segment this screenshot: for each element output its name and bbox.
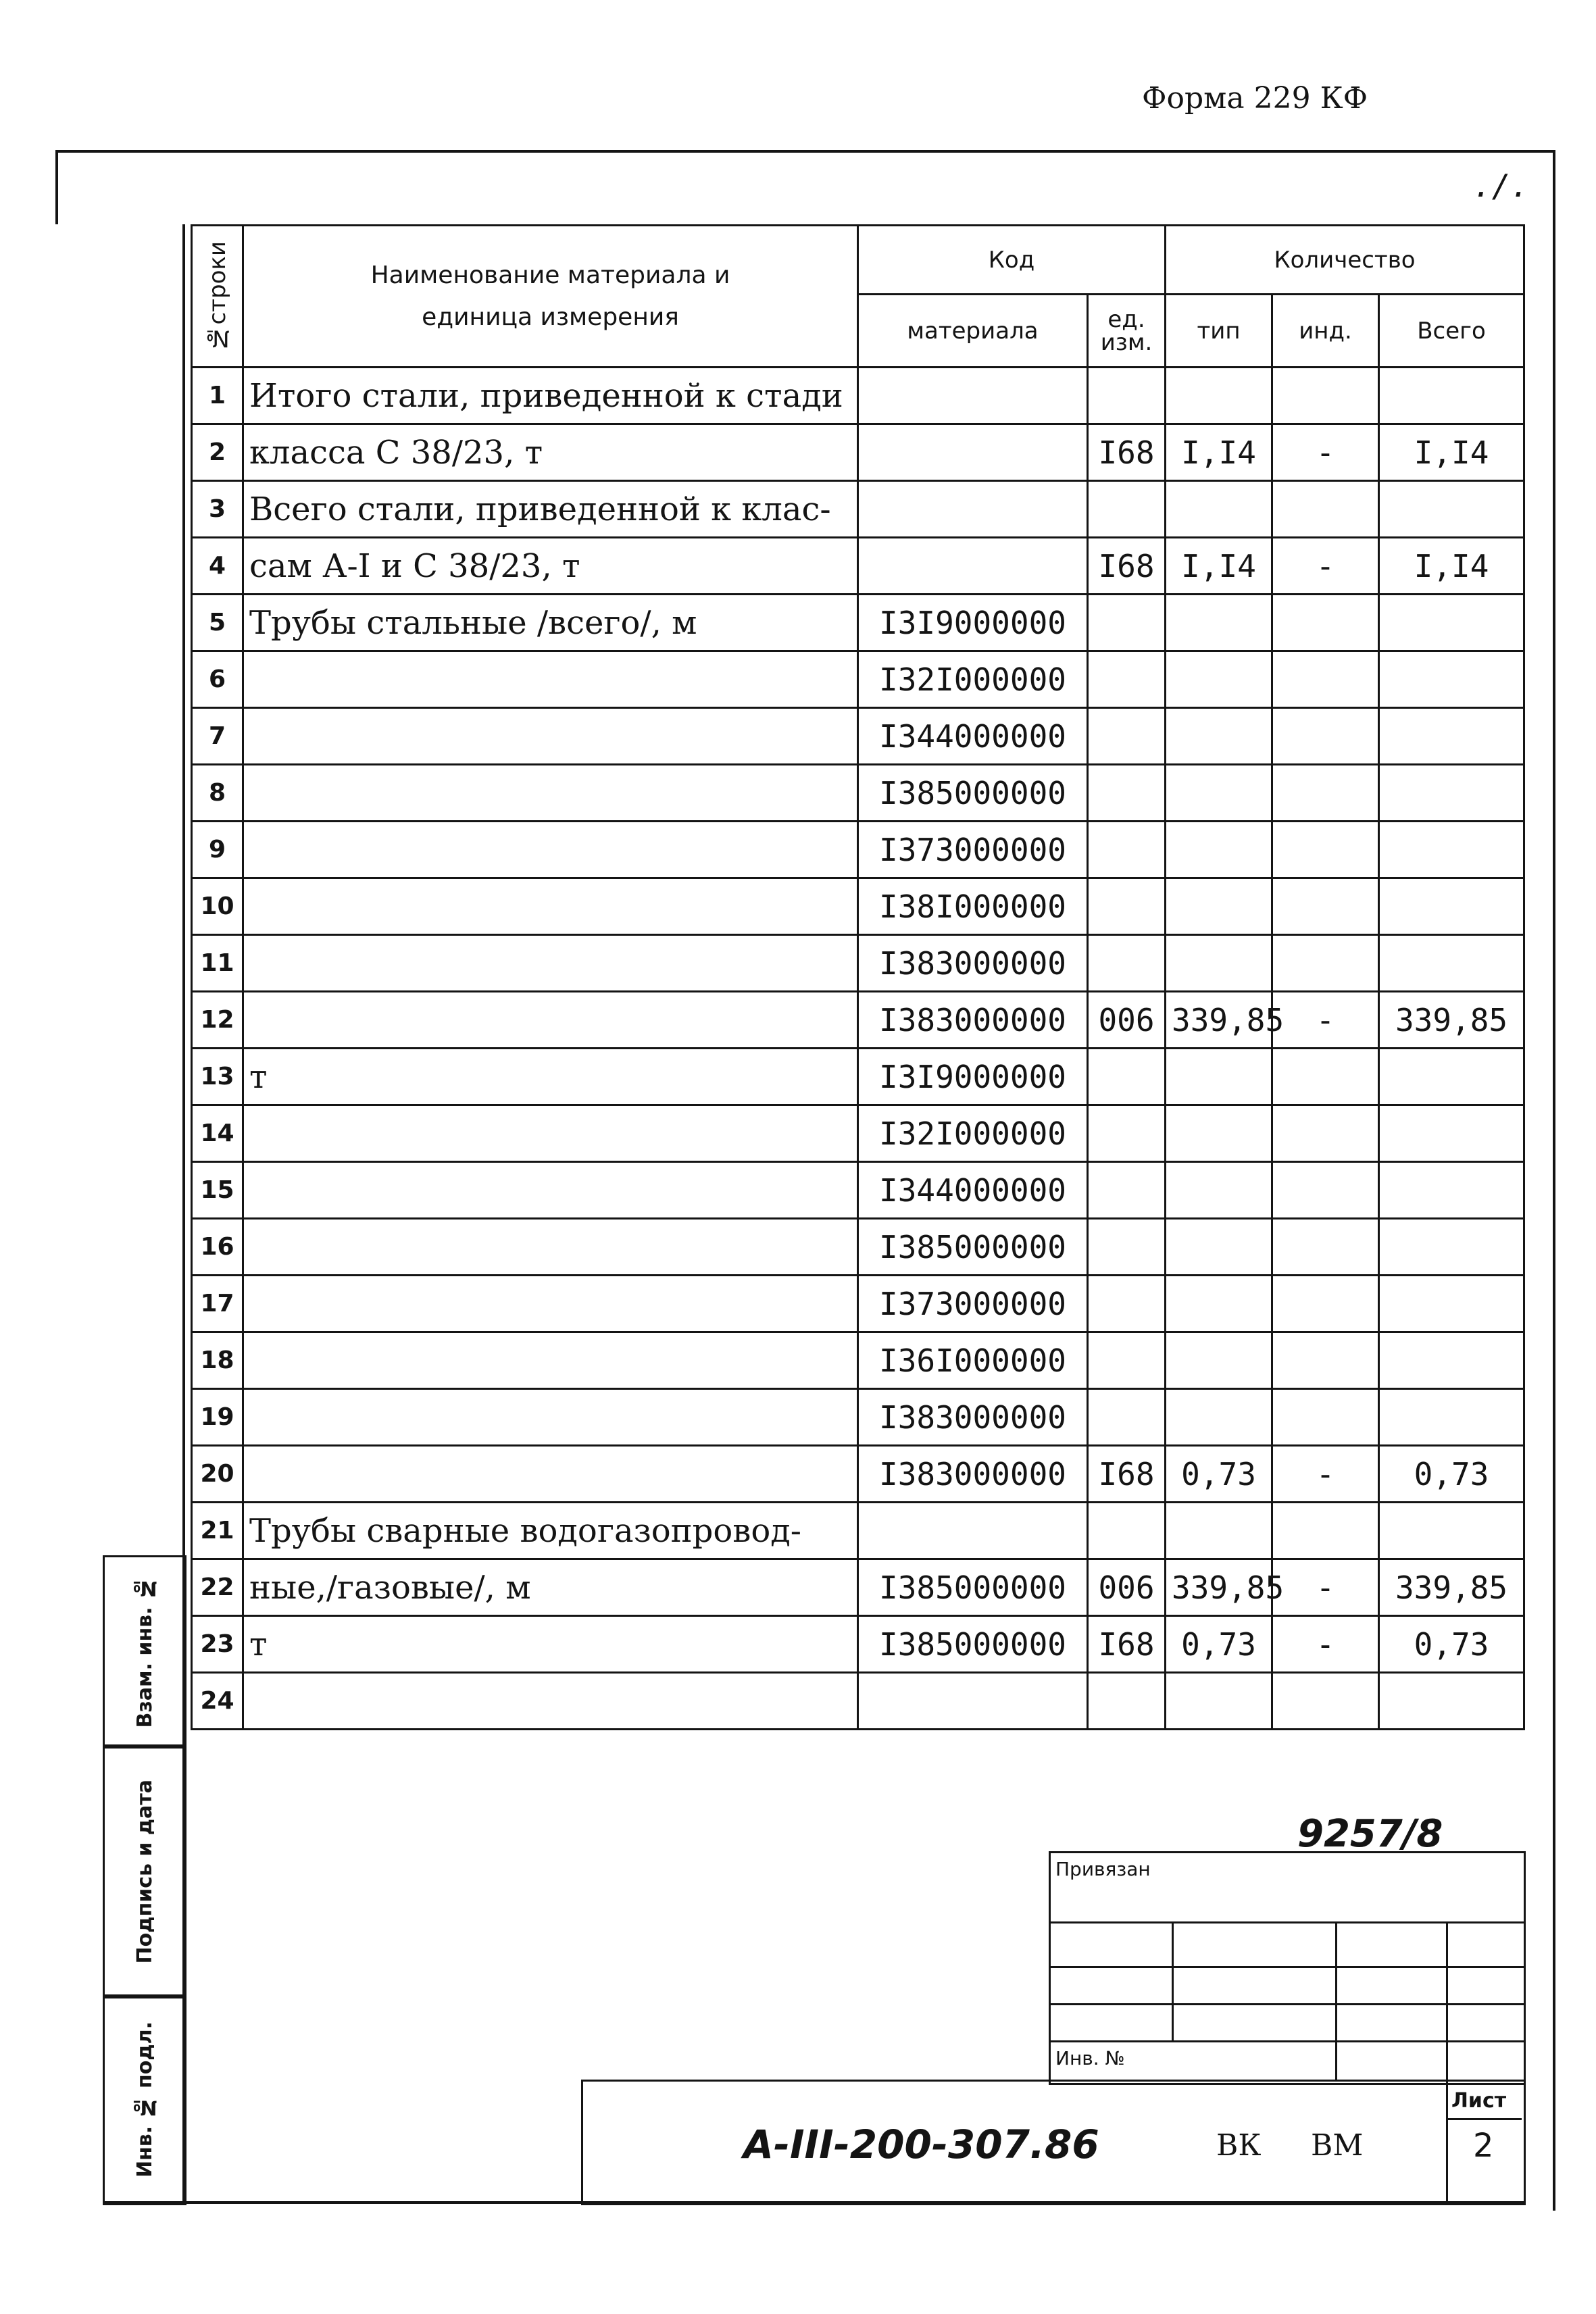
unit-code-cell [1088,368,1166,424]
sheet-label: Лист [1451,2089,1507,2113]
quantity-ind-cell [1272,1105,1379,1162]
quantity-total-cell: 0,73 [1379,1446,1524,1503]
quantity-ind-cell [1272,935,1379,992]
quantity-ind-cell [1272,708,1379,765]
quantity-ind-cell [1272,1162,1379,1219]
material-name-cell [243,822,858,878]
quantity-total-cell [1379,935,1524,992]
row-number-cell: 3 [192,481,243,538]
sheet-row-line [1446,2118,1522,2120]
row-number-cell: 23 [192,1616,243,1673]
table-row [192,1332,1524,1389]
material-name-cell: Трубы сварные водогазопровод- [243,1503,858,1559]
quantity-type-cell [1166,708,1272,765]
quantity-total-cell [1379,1105,1524,1162]
frame-right [1553,150,1555,2211]
materials-table-body [192,368,1524,1730]
quantity-total-cell [1379,1503,1524,1559]
quantity-total-cell [1379,708,1524,765]
material-code-cell: I36I000000 [858,1332,1088,1389]
row-number-cell: 17 [192,1276,243,1332]
quantity-type-cell: 0,73 [1166,1446,1272,1503]
material-code-cell: I344000000 [858,708,1088,765]
side-box-sign-date [103,1744,186,1998]
table-row [192,1276,1524,1332]
table-row [192,992,1524,1049]
row-number-cell: 19 [192,1389,243,1446]
header-code-unit: ед. изм. [1088,295,1166,368]
quantity-total-cell [1379,1332,1524,1389]
unit-code-cell [1088,1049,1166,1105]
material-code-cell [858,1673,1088,1730]
quantity-ind-cell [1272,1503,1379,1559]
table-row [192,765,1524,822]
frame-left [55,150,58,224]
material-code-cell: I385000000 [858,765,1088,822]
material-code-cell: I32I000000 [858,1105,1088,1162]
unit-code-cell [1088,1105,1166,1162]
unit-code-cell [1088,481,1166,538]
material-name-cell [243,765,858,822]
material-name-cell: т [243,1049,858,1105]
row-number-cell: 13 [192,1049,243,1105]
material-name-cell: класса С 38/23, т [243,424,858,481]
quantity-type-cell [1166,935,1272,992]
quantity-ind-cell: - [1272,424,1379,481]
unit-code-cell: I68 [1088,424,1166,481]
material-name-cell: т [243,1616,858,1673]
quantity-total-cell: 339,85 [1379,1559,1524,1616]
table-row [192,651,1524,708]
materials-table [191,224,1525,1730]
material-code-cell: I385000000 [858,1616,1088,1673]
material-name-cell [243,651,858,708]
row-number-cell: 21 [192,1503,243,1559]
unit-code-cell [1088,1673,1166,1730]
section-vk: ВК [1216,2128,1262,2163]
material-name-cell: Итого стали, приведенной к стади [243,368,858,424]
quantity-ind-cell [1272,595,1379,651]
linked-row-line-1 [1049,1921,1524,1923]
quantity-type-cell [1166,1503,1272,1559]
row-number-cell: 9 [192,822,243,878]
quantity-type-cell [1166,368,1272,424]
quantity-ind-cell [1272,1049,1379,1105]
quantity-type-cell [1166,1162,1272,1219]
linked-row-line-4 [1049,2040,1524,2042]
table-row [192,1105,1524,1162]
table-row [192,822,1524,878]
material-name-cell [243,1673,858,1730]
quantity-type-cell [1166,1276,1272,1332]
quantity-type-cell [1166,595,1272,651]
row-number-cell: 1 [192,368,243,424]
material-name-cell [243,1332,858,1389]
unit-code-cell [1088,1503,1166,1559]
form-label: Форма 229 КФ [1142,81,1368,116]
unit-code-cell [1088,595,1166,651]
table-row [192,878,1524,935]
material-code-cell [858,368,1088,424]
quantity-ind-cell [1272,1332,1379,1389]
material-name-cell [243,1389,858,1446]
header-code-group: Код [858,226,1166,295]
unit-code-cell: I68 [1088,1446,1166,1503]
header-quantity-ind: инд. [1272,295,1379,368]
row-number-cell: 4 [192,538,243,595]
row-number-cell: 8 [192,765,243,822]
table-row [192,1559,1524,1616]
linked-label: Привязан [1055,1858,1151,1880]
quantity-total-cell: I,I4 [1379,538,1524,595]
quantity-ind-cell [1272,822,1379,878]
header-quantity-total: Всего [1379,295,1524,368]
material-code-cell [858,1503,1088,1559]
unit-code-cell [1088,1276,1166,1332]
quantity-type-cell [1166,651,1272,708]
material-code-cell: I383000000 [858,935,1088,992]
linked-col-line-3 [1446,1921,1448,2081]
material-name-cell: Трубы стальные /всего/, м [243,595,858,651]
quantity-total-cell [1379,1389,1524,1446]
linked-col-line-2 [1335,1921,1337,2081]
quantity-type-cell [1166,822,1272,878]
sheet-col-line [1446,2080,1448,2201]
unit-code-cell: I68 [1088,1616,1166,1673]
header-row-number: №строки [192,226,243,368]
handwritten-number: 9257/8 [1297,1812,1443,1856]
quantity-type-cell: 0,73 [1166,1616,1272,1673]
material-code-cell: I3I9000000 [858,1049,1088,1105]
inv-no-label: Инв. № [1055,2047,1125,2069]
section-vm: ВМ [1311,2128,1364,2163]
material-name-cell [243,1105,858,1162]
material-name-cell [243,1219,858,1276]
row-number-cell: 15 [192,1162,243,1219]
table-row [192,1616,1524,1673]
quantity-type-cell [1166,1673,1272,1730]
material-code-cell: I32I000000 [858,651,1088,708]
row-number-cell: 11 [192,935,243,992]
quantity-total-cell [1379,1219,1524,1276]
unit-code-cell [1088,1389,1166,1446]
unit-code-cell [1088,1219,1166,1276]
unit-code-cell [1088,765,1166,822]
quantity-type-cell: I,I4 [1166,538,1272,595]
material-name-cell [243,1446,858,1503]
quantity-ind-cell [1272,1389,1379,1446]
quantity-type-cell [1166,1389,1272,1446]
row-number-cell: 20 [192,1446,243,1503]
table-row [192,1673,1524,1730]
quantity-total-cell [1379,368,1524,424]
quantity-ind-cell [1272,1673,1379,1730]
material-code-cell: I3I9000000 [858,595,1088,651]
quantity-total-cell [1379,1049,1524,1105]
header-quantity-type: тип [1166,295,1272,368]
frame-top [55,150,1555,153]
unit-code-cell: 006 [1088,1559,1166,1616]
side-label-sign-date: Подпись и дата [132,1779,157,1964]
quantity-ind-cell: - [1272,538,1379,595]
header-material-name: Наименование материала и единица измерения [243,226,858,368]
row-number-cell: 6 [192,651,243,708]
table-row [192,368,1524,424]
material-name-cell: сам А-I и С 38/23, т [243,538,858,595]
side-label-inv-subst: Взам. инв. № [132,1576,157,1728]
material-code-cell: I344000000 [858,1162,1088,1219]
material-name-cell [243,1276,858,1332]
table-row [192,1219,1524,1276]
material-name-cell [243,935,858,992]
row-number-cell: 18 [192,1332,243,1389]
unit-code-cell [1088,651,1166,708]
table-row [192,1503,1524,1559]
material-code-cell [858,481,1088,538]
unit-code-cell: I68 [1088,538,1166,595]
quantity-type-cell [1166,878,1272,935]
quantity-total-cell [1379,1162,1524,1219]
table-row [192,935,1524,992]
quantity-total-cell [1379,765,1524,822]
quantity-total-cell [1379,878,1524,935]
unit-code-cell: 006 [1088,992,1166,1049]
sheet-value: 2 [1473,2127,1494,2165]
linked-row-line-3 [1049,2003,1524,2005]
table-row [192,708,1524,765]
material-code-cell: I373000000 [858,1276,1088,1332]
row-number-cell: 5 [192,595,243,651]
material-code-cell [858,424,1088,481]
linked-row-line-2 [1049,1966,1524,1968]
row-number-cell: 7 [192,708,243,765]
side-label-inv-orig: Инв. № подл. [132,2021,157,2178]
table-row [192,1049,1524,1105]
material-code-cell: I38I000000 [858,878,1088,935]
table-row [192,1446,1524,1503]
table-row [192,481,1524,538]
side-box-inv-subst [103,1555,186,1749]
quantity-ind-cell: - [1272,1616,1379,1673]
material-code-cell: I383000000 [858,992,1088,1049]
unit-code-cell [1088,708,1166,765]
row-number-cell: 14 [192,1105,243,1162]
quantity-type-cell [1166,765,1272,822]
material-name-cell: Всего стали, приведенной к клас- [243,481,858,538]
material-code-cell: I383000000 [858,1389,1088,1446]
unit-code-cell [1088,1162,1166,1219]
quantity-total-cell: 339,85 [1379,992,1524,1049]
quantity-ind-cell [1272,1276,1379,1332]
header-quantity-group: Количество [1166,226,1524,295]
row-number-cell: 10 [192,878,243,935]
quantity-total-cell [1379,1276,1524,1332]
quantity-total-cell [1379,481,1524,538]
quantity-total-cell [1379,595,1524,651]
quantity-total-cell [1379,651,1524,708]
material-code-cell [858,538,1088,595]
table-row [192,424,1524,481]
quantity-type-cell: I,I4 [1166,424,1272,481]
material-code-cell: I385000000 [858,1559,1088,1616]
material-name-cell [243,1162,858,1219]
table-row [192,538,1524,595]
quantity-ind-cell: - [1272,1559,1379,1616]
unit-code-cell [1088,878,1166,935]
header-code-material: материала [858,295,1088,368]
quantity-ind-cell [1272,481,1379,538]
quantity-ind-cell [1272,368,1379,424]
material-name-cell [243,708,858,765]
quantity-total-cell: 0,73 [1379,1616,1524,1673]
side-box-inv-orig [103,1994,186,2205]
unit-code-cell [1088,822,1166,878]
quantity-ind-cell [1272,1219,1379,1276]
row-number-cell: 2 [192,424,243,481]
row-number-cell: 24 [192,1673,243,1730]
quantity-ind-cell [1272,765,1379,822]
quantity-type-cell [1166,1219,1272,1276]
table-row [192,1389,1524,1446]
quantity-total-cell [1379,822,1524,878]
quantity-type-cell [1166,481,1272,538]
quantity-ind-cell: - [1272,1446,1379,1503]
quantity-type-cell: 339,85 [1166,1559,1272,1616]
material-name-cell [243,992,858,1049]
material-code-cell: I383000000 [858,1446,1088,1503]
material-code-cell: I373000000 [858,822,1088,878]
quantity-ind-cell [1272,651,1379,708]
unit-code-cell [1088,1332,1166,1389]
table-row [192,1162,1524,1219]
quantity-type-cell [1166,1332,1272,1389]
row-number-cell: 16 [192,1219,243,1276]
unit-code-cell [1088,935,1166,992]
table-row [192,595,1524,651]
quantity-ind-cell [1272,878,1379,935]
quantity-type-cell: 339,85 [1166,992,1272,1049]
quantity-type-cell [1166,1105,1272,1162]
material-name-cell: ные,/газовые/, м [243,1559,858,1616]
material-code-cell: I385000000 [858,1219,1088,1276]
quantity-total-cell [1379,1673,1524,1730]
corner-mark: ./. [1473,168,1530,204]
linked-col-line-1 [1172,1921,1174,2040]
quantity-type-cell [1166,1049,1272,1105]
document-code: А-III-200-307.86 [743,2121,1099,2167]
quantity-total-cell: I,I4 [1379,424,1524,481]
material-name-cell [243,878,858,935]
row-number-cell: 12 [192,992,243,1049]
quantity-ind-cell: - [1272,992,1379,1049]
row-number-cell: 22 [192,1559,243,1616]
